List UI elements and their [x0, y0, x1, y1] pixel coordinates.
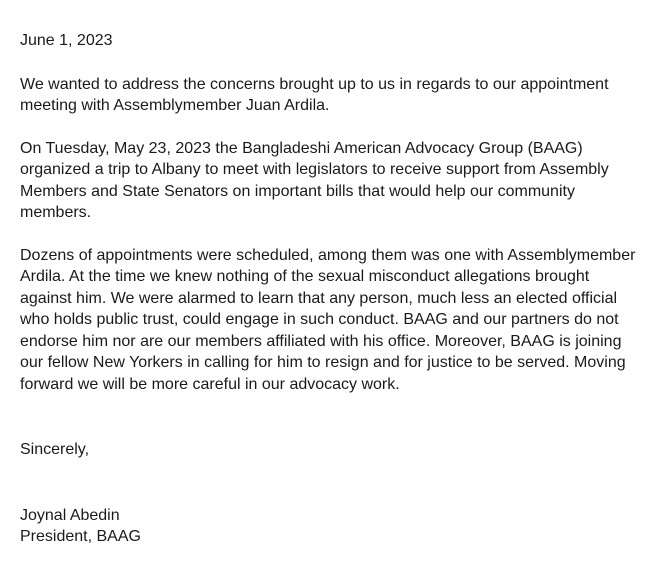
paragraph-line: Ardila. At the time we knew nothing of the sexual misconduct allegations brought [20, 268, 590, 285]
letter [20, 30, 665, 548]
paragraph-intro [20, 74, 665, 117]
paragraph-line: On Tuesday, May 23, 2023 the Bangladeshi American Advocacy Group (BAAG) [20, 139, 583, 157]
paragraph-line: We wanted to address the concerns brought up to us in regards to our appointment [20, 75, 609, 93]
paragraph-line: against him. We were alarmed to learn that any person, much less an elected official [20, 289, 618, 307]
paragraph-line: meeting with Assemblymember Juan Ardila. [20, 97, 330, 114]
letter-date: June 1, 2023 [20, 32, 113, 49]
closing: Sincerely, [20, 441, 90, 458]
paragraph-line: Members and State Senators on important bills that would help our community [20, 182, 575, 200]
paragraph-line: our fellow New Yorkers in calling for him to resign and for justice to be served. Moving [20, 354, 626, 371]
signer-name: Joynal Abedin [20, 506, 120, 524]
signer-title: President, BAAG [20, 528, 141, 545]
paragraph-line: members. [20, 204, 92, 221]
signature-block [20, 505, 665, 548]
paragraph-line: endorse him nor are our members affiliated with his office. Moreover, BAAG is joining [20, 332, 622, 350]
paragraph-trip [20, 138, 665, 224]
paragraph-line: organized a trip to Albany to meet with legislators to receive support from Assembly [20, 161, 609, 178]
paragraph-line: who holds public trust, could engage in such conduct. BAAG and our partners do not [20, 311, 619, 328]
paragraph-statement [20, 245, 665, 396]
paragraph-line: forward we will be more careful in our advocacy work. [20, 375, 400, 393]
paragraph-line: Dozens of appointments were scheduled, among them was one with Assemblymember [20, 246, 636, 264]
